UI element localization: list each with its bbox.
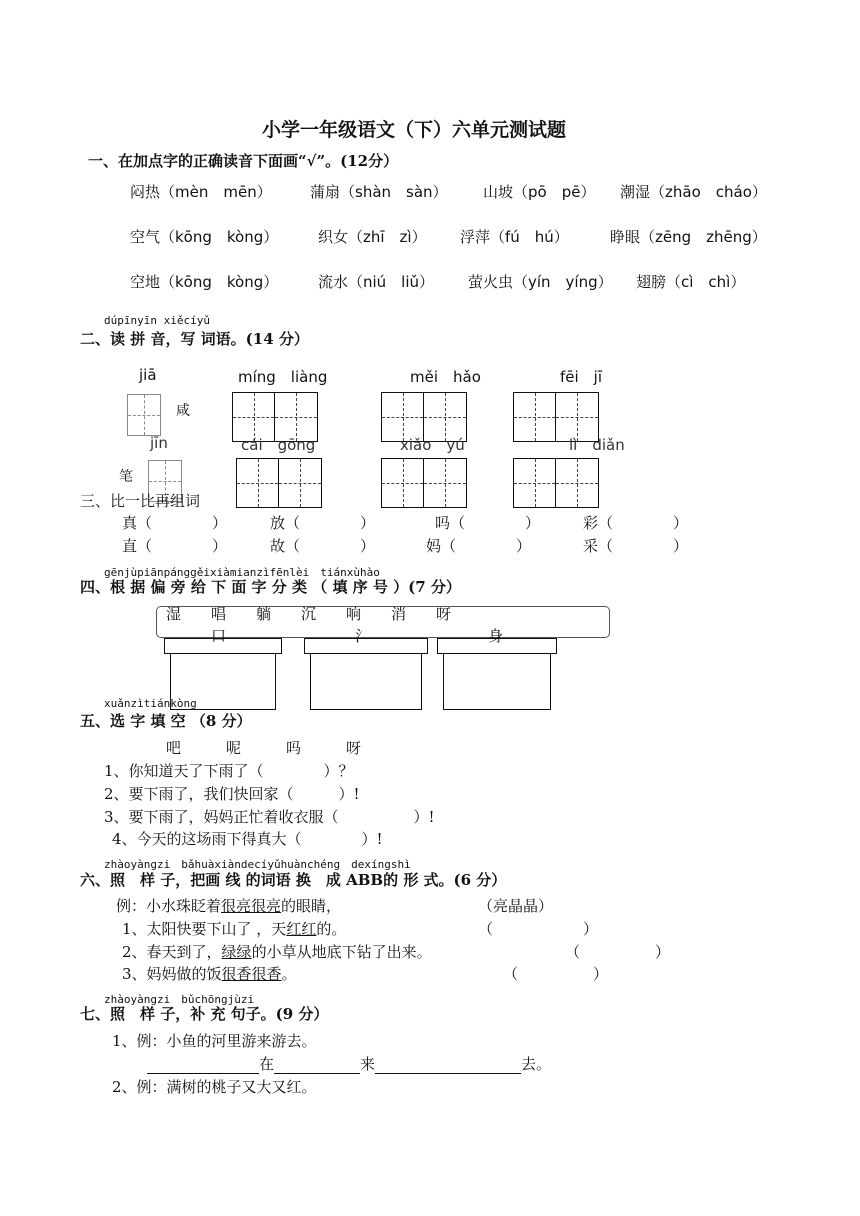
section-5-pinyin: xuǎnzìtiánkòng: [104, 697, 197, 710]
word-bank: 湿 唱 躺 沉 响 消 呀: [166, 605, 452, 623]
s5-choices: 吧 呢 吗 呀: [166, 739, 362, 757]
s3-item[interactable]: 放（ ）: [270, 514, 376, 532]
s3-item[interactable]: 吗（ ）: [435, 514, 541, 532]
write-grid[interactable]: [236, 458, 322, 508]
s7-example-1: 1、例：小鱼的河里游来游去。: [112, 1032, 317, 1050]
s3-item[interactable]: 真（ ）: [122, 514, 228, 532]
s1-item: 睁眼（zēng zhēng）: [610, 228, 767, 246]
s6-q3-answer[interactable]: （ ）: [503, 965, 609, 983]
section-4-pinyin: gēnjùpiānpánggěixiàmianzìfēnlèi tiánxùhào: [104, 566, 380, 579]
s6-q2: 2、春天到了，绿绿的小草从地底下钻了出来。: [122, 943, 432, 961]
s1-item: 山坡（pō pē）: [483, 183, 596, 201]
single-char-box[interactable]: [127, 394, 161, 436]
s5-item[interactable]: 2、要下雨了，我们快回家（ ）!: [104, 785, 360, 803]
s5-item[interactable]: 1、你知道天了下雨了（ ）？: [104, 762, 354, 780]
s1-item: 翅膀（cì chì）: [636, 273, 746, 291]
s2-pinyin: jīn: [150, 434, 168, 452]
section-6-heading: 六、照 样 子，把画 线 的词语 换 成 ABB的 形 式。(6 分）: [80, 871, 507, 889]
s2-pinyin: cái gōng: [241, 436, 316, 454]
section-7-heading: 七、照 样 子，补 充 句子。(9 分）: [80, 1005, 329, 1023]
s1-item: 萤火虫（yín yíng）: [468, 273, 613, 291]
s6-q1: 1、太阳快要下山了 ，天红红的。: [122, 920, 347, 938]
s2-pinyin: míng liàng: [238, 368, 328, 386]
s2-pinyin: lì diǎn: [569, 436, 625, 454]
s1-item: 浮萍（fú hú）: [460, 228, 569, 246]
s1-item: 闷热（mèn mēn）: [130, 183, 272, 201]
radical-label: 身: [488, 627, 504, 645]
s1-item: 潮湿（zhāo cháo）: [620, 183, 767, 201]
s6-example: 例：小水珠眨着很亮很亮的眼睛，: [116, 897, 342, 915]
s1-item: 织女（zhī zì）: [318, 228, 427, 246]
s2-pinyin: jiā: [139, 366, 157, 384]
s3-item[interactable]: 彩（ ）: [583, 514, 689, 532]
s2-pinyin: xiǎo yú: [400, 436, 465, 454]
s1-item: 蒲扇（shàn sàn）: [310, 183, 448, 201]
s3-item[interactable]: 采（ ）: [583, 537, 689, 555]
radical-house-shen[interactable]: [437, 638, 557, 710]
section-2-pinyin: dúpīnyīn xiěcíyǔ: [104, 314, 210, 327]
s6-q3: 3、妈妈做的饭很香很香。: [122, 965, 297, 983]
write-grid[interactable]: [381, 458, 467, 508]
section-1-heading: 一、在加点字的正确读音下面画“√”。(12分）: [88, 152, 399, 170]
s6-q2-answer[interactable]: （ ）: [565, 943, 671, 961]
s3-item[interactable]: 直（ ）: [122, 537, 228, 555]
s3-item[interactable]: 妈（ ）: [426, 537, 532, 555]
section-7-pinyin: zhàoyàngzi bǔchōngjùzi: [104, 993, 255, 1006]
s7-example-2: 2、例：满树的桃子又大又红。: [112, 1078, 317, 1096]
s1-item: 流水（niú liǔ）: [318, 273, 435, 291]
s3-item[interactable]: 故（ ）: [270, 537, 376, 555]
section-2-heading: 二、读 拼 音，写 词语。(14 分）: [80, 330, 309, 348]
write-grid[interactable]: [513, 458, 599, 508]
radical-house-shui[interactable]: [304, 638, 428, 710]
s5-item[interactable]: 4、今天的这场雨下得真大（ ）!: [112, 830, 383, 848]
s1-item: 空气（kōng kòng）: [130, 228, 279, 246]
s5-item[interactable]: 3、要下雨了，妈妈正忙着收衣服（ ）!: [104, 808, 435, 826]
s1-item: 空地（kōng kòng）: [130, 273, 279, 291]
radical-label: 口: [211, 627, 227, 645]
section-5-heading: 五、选 字 填 空 （8 分）: [80, 712, 252, 730]
s2-pinyin: fēi jī: [560, 368, 603, 386]
section-4-heading: 四、根 据 偏 旁 给 下 面 字 分 类 （ 填 序 号 ）(7 分）: [80, 578, 461, 596]
ghost-char: 笔: [119, 469, 133, 485]
s2-pinyin: měi hǎo: [410, 368, 481, 386]
section-6-pinyin: zhàoyàngzi bǎhuàxiàndecíyǔhuànchéng dexíngshì: [104, 858, 411, 871]
page-title: 小学一年级语文（下）六单元测试题: [262, 119, 567, 141]
s7-fill-sentence[interactable]: 在 来 去。: [147, 1053, 551, 1074]
section-3-heading: 三、比一比再组词: [80, 492, 201, 510]
s6-q1-answer[interactable]: （ ）: [478, 920, 599, 938]
ghost-char: 咸: [176, 403, 190, 419]
radical-label: 氵: [355, 627, 371, 645]
s6-example-answer: （亮晶晶）: [478, 897, 554, 915]
